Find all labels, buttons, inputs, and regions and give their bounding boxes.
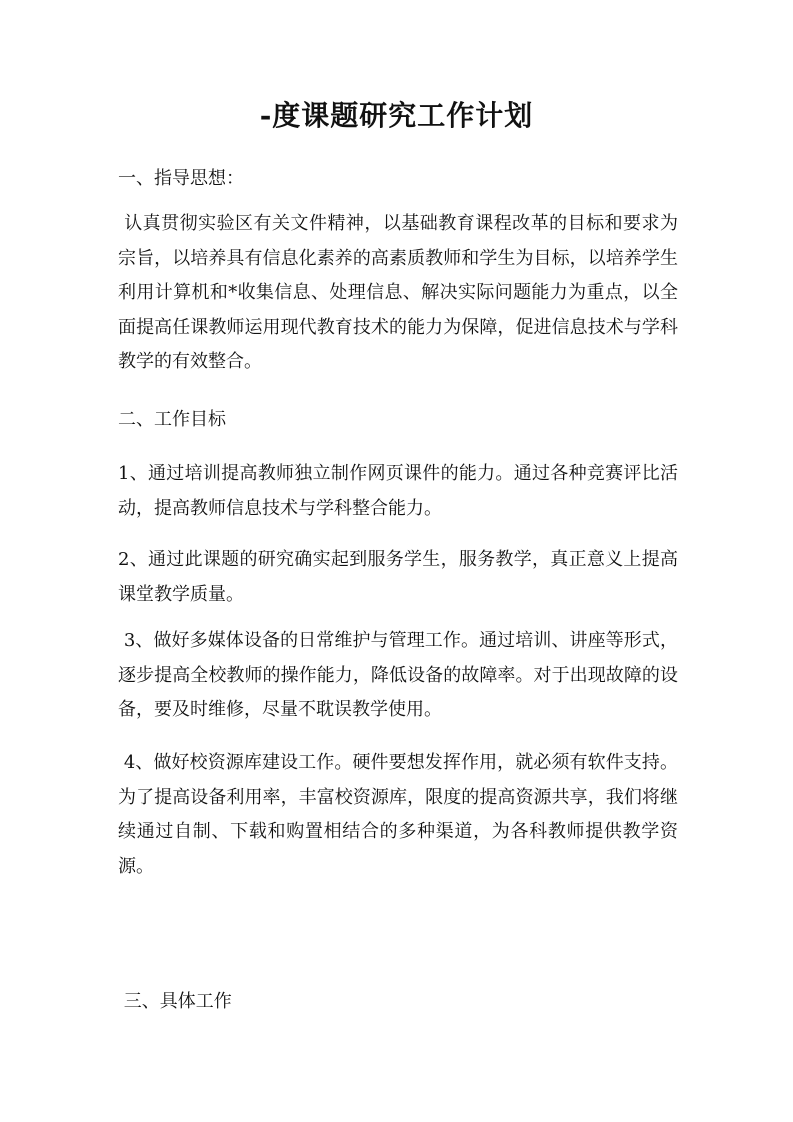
section-heading-guiding-thought: 一、指导思想： xyxy=(118,168,244,189)
paragraph-goal-1: 1、通过培训提高教师独立制作网页课件的能力。通过各种竞赛评比活动，提高教师信息技术与学科整合能力。 xyxy=(118,463,678,519)
section-heading-work-goals: 二、工作目标 xyxy=(118,409,226,430)
section-heading-specific-work: 三、具体工作 xyxy=(118,991,232,1012)
paragraph-goal-4: 4、做好校资源库建设工作。硬件要想发挥作用，就必须有软件支持。为了提高设备利用率，丰富校资源库，限度的提高资源共享，我们将继续通过自制、下载和购置相结合的多种渠道，为各科教师提供教学资源。 xyxy=(118,752,678,877)
paragraph-goal-3: 3、做好多媒体设备的日常维护与管理工作。通过培训、讲座等形式，逐步提高全校教师的操作能力，降低设备的故障率。对于出现故障的设备，要及时维修，尽量不耽误教学使用。 xyxy=(118,630,678,720)
document-title: -度课题研究工作计划 xyxy=(259,99,534,132)
paragraph-guiding-thought: 认真贯彻实验区有关文件精神，以基础教育课程改革的目标和要求为宗旨，以培养具有信息化素养的高素质教师和学生为目标，以培养学生利用计算机和*收集信息、处理信息、解决实际问题能力为重点，以全面提高任课教师运用现代教育技术的能力为保障，促进信息技术与学科教学的有效整合。 xyxy=(118,213,678,372)
paragraph-goal-2: 2、通过此课题的研究确实起到服务学生，服务教学，真正意义上提高课堂教学质量。 xyxy=(118,549,678,605)
